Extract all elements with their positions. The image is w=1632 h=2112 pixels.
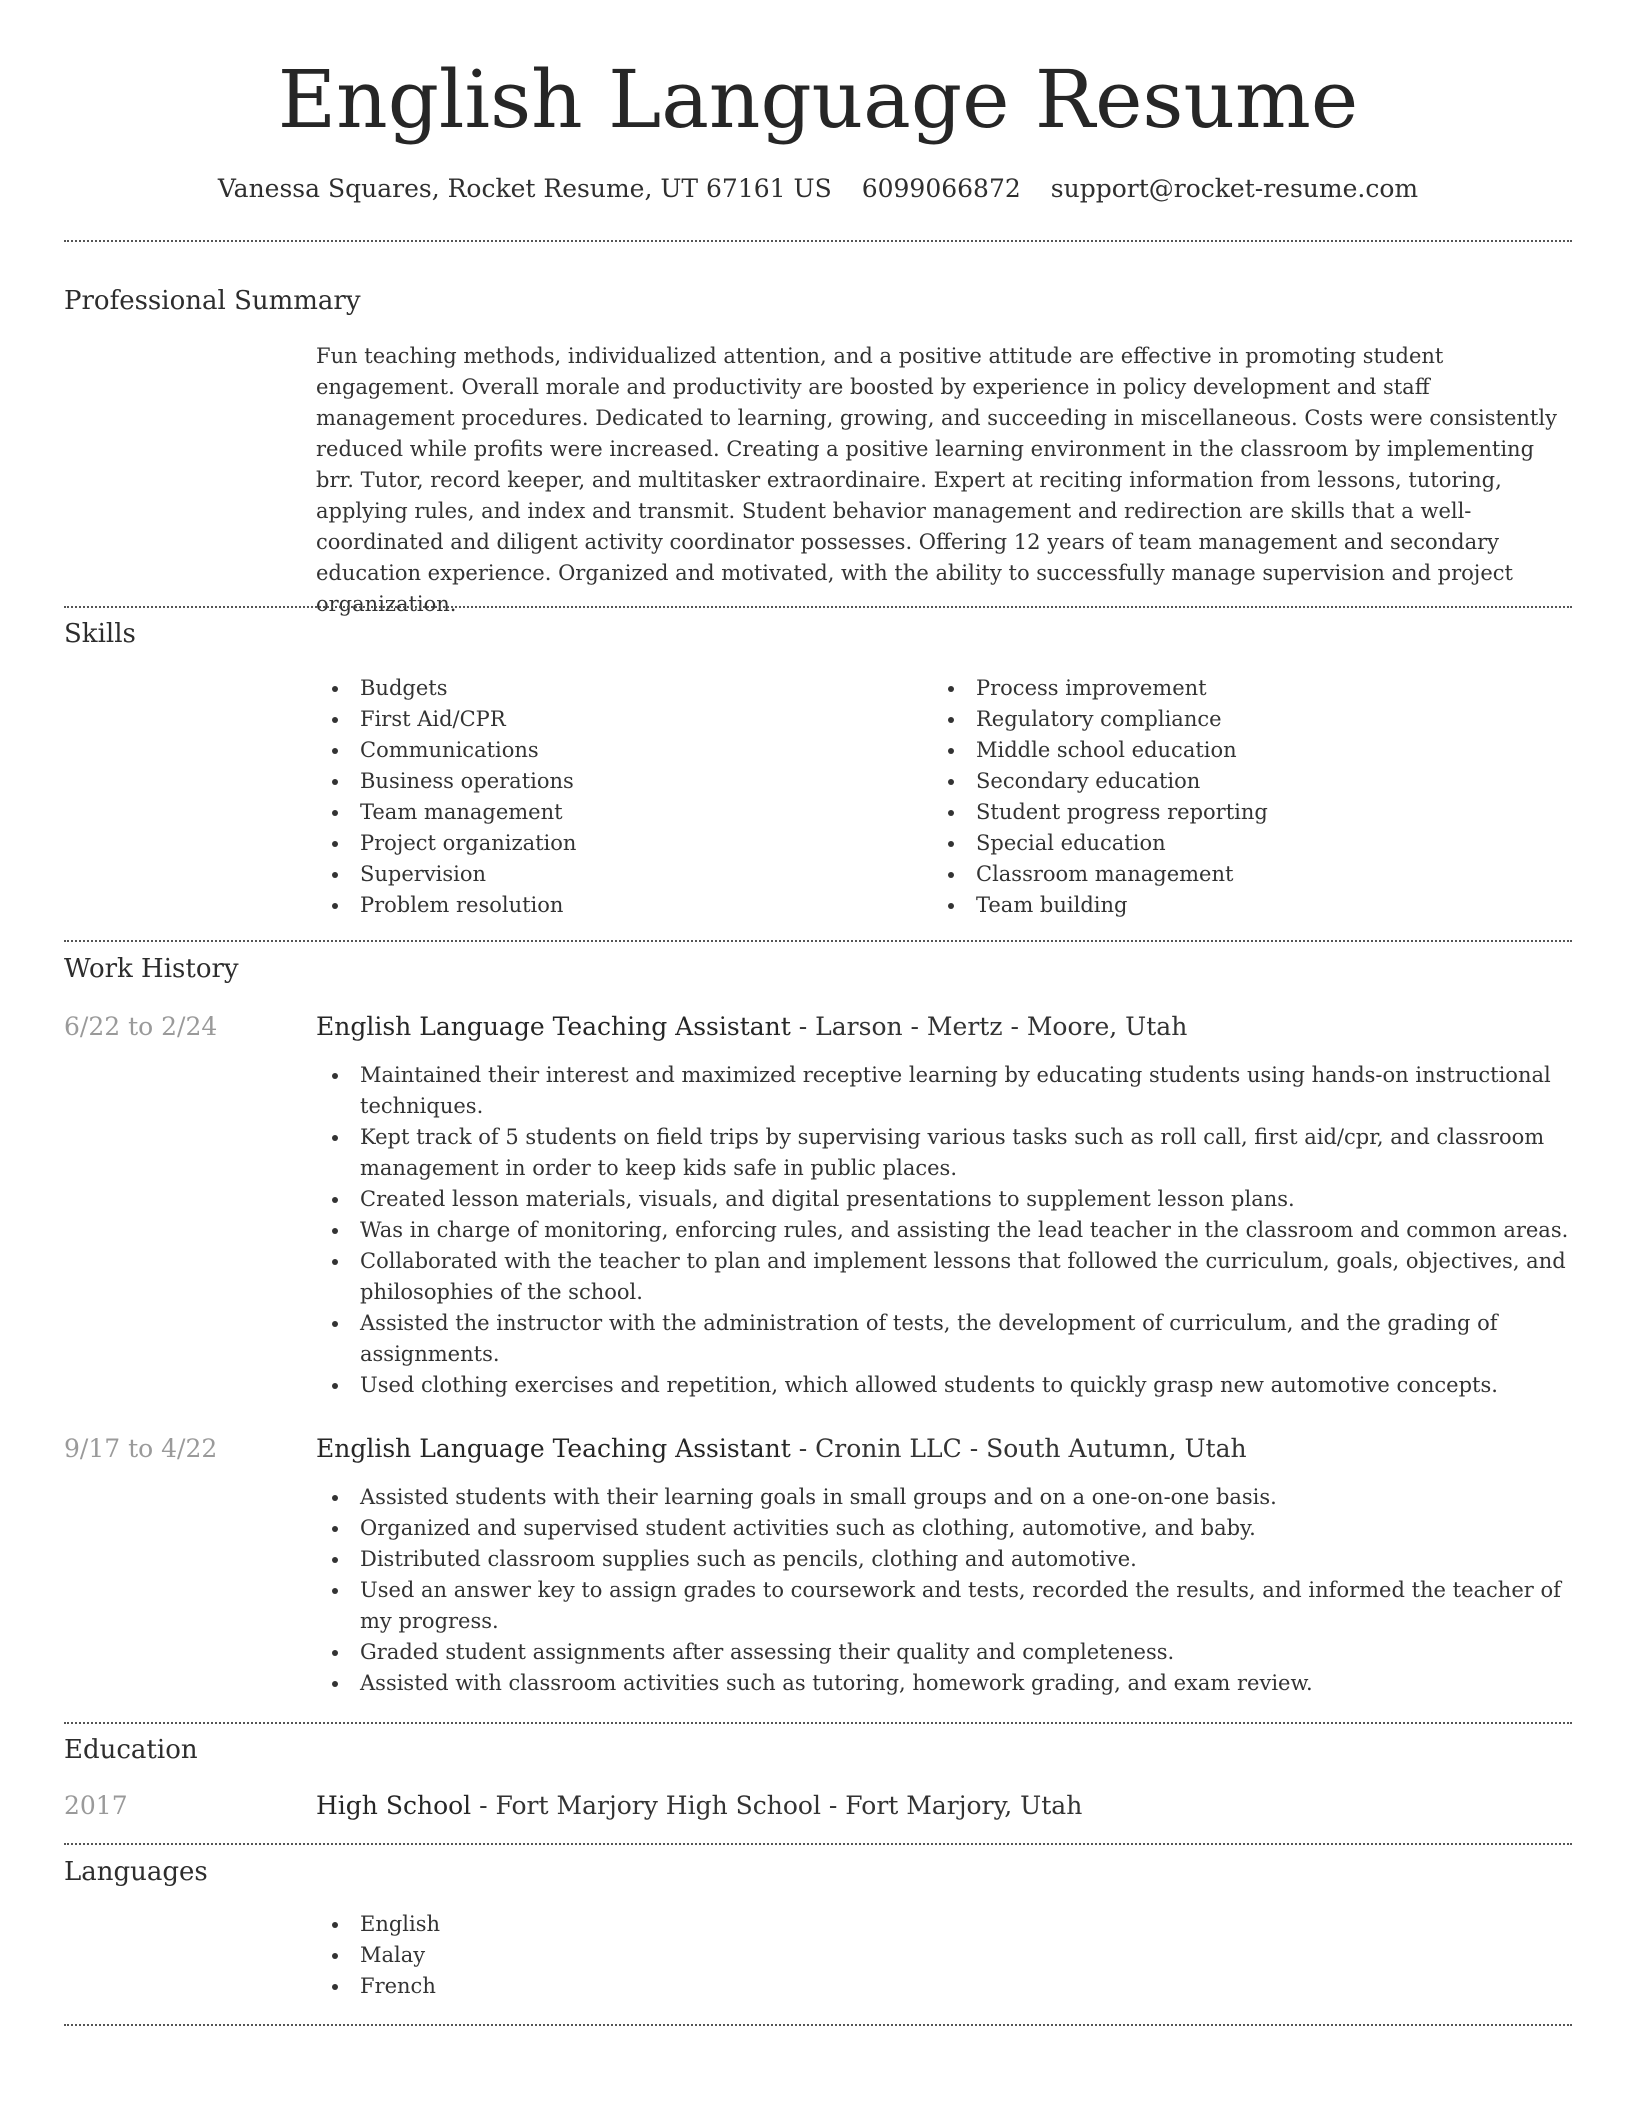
job-bullet: Distributed classroom supplies such as pencils, clothing and automotive. [316,1544,1572,1575]
job-bullet: Kept track of 5 students on field trips by supervising various tasks such as roll call, first aid/cpr, and classroom management in order to keep kids safe in public places. [316,1122,1572,1184]
contact-address: Vanessa Squares, Rocket Resume, UT 67161 US [217,174,832,203]
job-bullet: Collaborated with the teacher to plan and implement lessons that followed the curriculum, goals, objectives, and philosophies of the school. [316,1246,1572,1308]
job-bullet: Created lesson materials, visuals, and digital presentations to supplement lesson plans. [316,1184,1572,1215]
job-bullet: Was in charge of monitoring, enforcing rules, and assisting the lead teacher in the classroom and common areas. [316,1215,1572,1246]
skill-item: Middle school education [932,735,1532,766]
summary-text: Fun teaching methods, individualized attention, and a positive attitude are effective in promoting student engagement. Overall morale and productivity are boosted by experience in policy development and staff management procedures. Dedicated to learning, growing, and succeeding in miscellaneous. Costs were consistently reduced while profits were increased. Creating a positive learning environment in the classroom by implementing brr. Tutor, record keeper, and multitasker extraordinaire. Expert at reciting information from lessons, tutoring, applying rules, and index and transmit. Student behavior management and redirection are skills that a well-coordinated and diligent activity coordinator possesses. Offering 12 years of team management and secondary education experience. Organized and motivated, with the ability to successfully manage supervision and project organization. [316,344,1557,616]
skill-item: Communications [316,735,916,766]
job-bullet: Used clothing exercises and repetition, which allowed students to quickly grasp new automotive concepts. [316,1370,1572,1401]
summary-heading: Professional Summary [64,286,361,316]
languages-list [316,1909,1572,2002]
job-date: 9/17 to 4/22 [64,1434,218,1463]
skill-item: Problem resolution [316,890,916,921]
skill-item: Project organization [316,828,916,859]
skills-column-left [316,673,916,921]
divider [64,240,1572,242]
contact-email: support@rocket-resume.com [1050,174,1419,203]
job-bullets [316,1482,1572,1699]
work-heading: Work History [64,954,239,984]
skills-column-right [932,673,1532,921]
languages-heading: Languages [64,1857,208,1887]
skill-item: Team building [932,890,1532,921]
job-details: - Cronin LLC - South Autumn, Utah [790,1434,1247,1463]
skill-item: Process improvement [932,673,1532,704]
education-degree: High School [316,1791,472,1820]
contact-line [64,172,1572,206]
job-bullet: Assisted the instructor with the administration of tests, the development of curriculum, and the grading of assignments. [316,1308,1572,1370]
skill-item: Secondary education [932,766,1532,797]
divider [64,606,1572,608]
job-bullets [316,1060,1572,1401]
language-item: Malay [316,1940,1572,1971]
skill-item: Classroom management [932,859,1532,890]
divider [64,1722,1572,1724]
education-date: 2017 [64,1791,128,1820]
divider [64,2024,1572,2026]
job-title [316,1010,1572,1044]
education-entry [316,1789,1572,1823]
job-bullet: Maintained their interest and maximized receptive learning by educating students using hands-on instructional techniques. [316,1060,1572,1122]
skill-item: Special education [932,828,1532,859]
job-bullet: Organized and supervised student activities such as clothing, automotive, and baby. [316,1513,1572,1544]
job-role: English Language Teaching Assistant [316,1012,791,1041]
contact-phone: 6099066872 [861,174,1021,203]
job-bullet: Graded student assignments after assessing their quality and completeness. [316,1637,1572,1668]
skill-item: Team management [316,797,916,828]
language-item: English [316,1909,1572,1940]
divider [64,1843,1572,1845]
education-heading: Education [64,1735,198,1765]
job-bullet: Assisted with classroom activities such as tutoring, homework grading, and exam review. [316,1668,1572,1699]
job-date: 6/22 to 2/24 [64,1012,218,1041]
job-bullet: Used an answer key to assign grades to coursework and tests, recorded the results, and informed the teacher of my progress. [316,1575,1572,1637]
job-bullet: Assisted students with their learning goals in small groups and on a one-on-one basis. [316,1482,1572,1513]
skills-heading: Skills [64,619,136,649]
divider [64,940,1572,942]
language-item: French [316,1971,1572,2002]
skill-item: Supervision [316,859,916,890]
skill-item: First Aid/CPR [316,704,916,735]
job-details: - Larson - Mertz - Moore, Utah [790,1012,1188,1041]
resume-title: English Language Resume [277,53,1359,146]
job-role: English Language Teaching Assistant [316,1434,791,1463]
skill-item: Student progress reporting [932,797,1532,828]
skill-item: Budgets [316,673,916,704]
education-details: - Fort Marjory High School - Fort Marjory, Utah [471,1791,1083,1820]
job-title [316,1432,1572,1466]
skill-item: Regulatory compliance [932,704,1532,735]
skill-item: Business operations [316,766,916,797]
